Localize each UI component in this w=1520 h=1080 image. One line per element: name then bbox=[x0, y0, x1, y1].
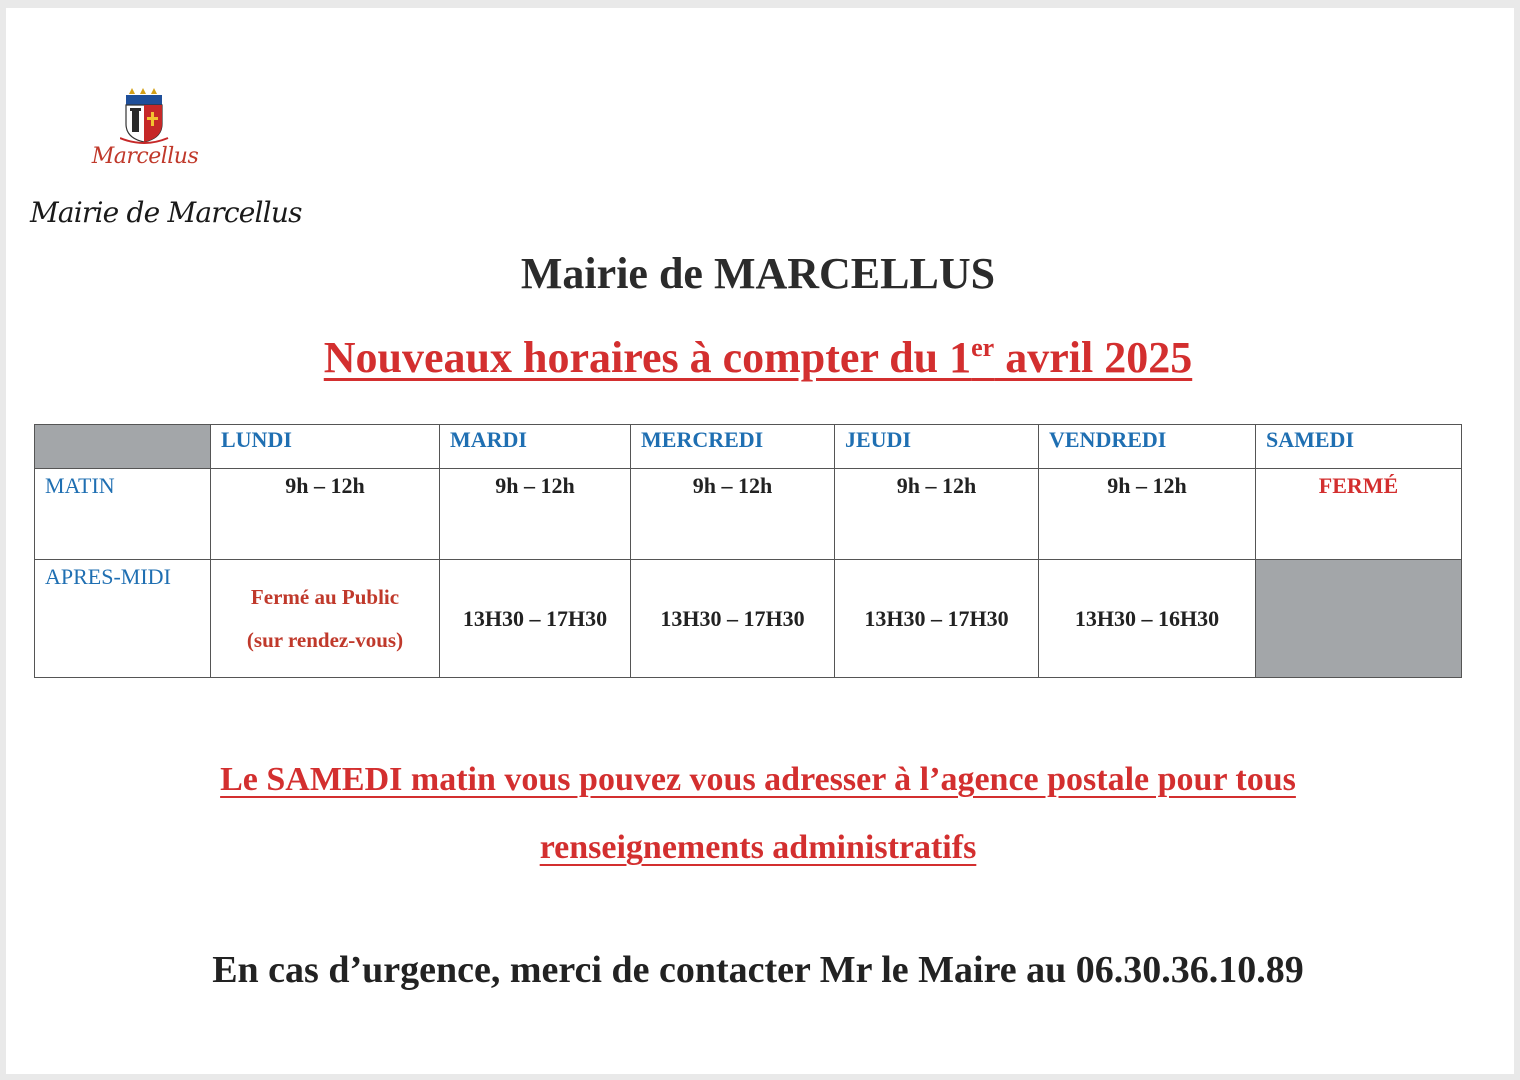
cell-mercredi-apres-midi: 13H30 – 17H30 bbox=[631, 560, 835, 678]
emergency-contact: En cas d’urgence, merci de contacter Mr le Maire au 06.30.36.10.89 bbox=[212, 949, 1304, 991]
marcellus-crest-logo bbox=[120, 88, 170, 144]
table-row-matin bbox=[35, 469, 1462, 560]
logo-caption: Marcellus bbox=[91, 144, 199, 169]
subtitle-superscript: er bbox=[971, 333, 995, 362]
cell-lundi-apres-midi bbox=[211, 560, 440, 678]
notice-line-2: renseignements administratifs bbox=[539, 829, 977, 866]
notice-line-1: Le SAMEDI matin vous pouvez vous adresser à l’agence postale pour tous bbox=[220, 761, 1296, 798]
table-corner-cell bbox=[35, 425, 211, 469]
page-subtitle bbox=[6, 332, 1510, 383]
saturday-notice bbox=[6, 746, 1510, 882]
row-label-matin: MATIN bbox=[35, 469, 211, 560]
monday-appointment-note: (sur rendez-vous) bbox=[246, 627, 404, 652]
cell-mercredi-matin: 9h – 12h bbox=[631, 469, 835, 560]
page-title: Mairie de MARCELLUS bbox=[520, 249, 996, 298]
cell-samedi-matin: FERMÉ bbox=[1256, 469, 1462, 560]
subtitle-text: Nouveaux horaires à compter du 1 bbox=[323, 333, 972, 382]
table-row-apres-midi bbox=[35, 560, 1462, 678]
table-header-row bbox=[35, 425, 1462, 469]
document-sheet bbox=[6, 8, 1514, 1074]
day-header-mardi: MARDI bbox=[440, 425, 631, 469]
monday-closed-text: Fermé au Public bbox=[250, 584, 400, 609]
day-header-lundi: LUNDI bbox=[211, 425, 440, 469]
subtitle-date: avril 2025 bbox=[994, 333, 1193, 382]
opening-hours-table bbox=[34, 424, 1462, 678]
cell-jeudi-matin: 9h – 12h bbox=[835, 469, 1039, 560]
cell-samedi-apres-midi bbox=[1256, 560, 1462, 678]
day-header-samedi: SAMEDI bbox=[1256, 425, 1462, 469]
day-header-jeudi: JEUDI bbox=[835, 425, 1039, 469]
cell-jeudi-apres-midi: 13H30 – 17H30 bbox=[835, 560, 1039, 678]
day-header-mercredi: MERCREDI bbox=[631, 425, 835, 469]
day-header-vendredi: VENDREDI bbox=[1039, 425, 1256, 469]
cell-mardi-matin: 9h – 12h bbox=[440, 469, 631, 560]
cell-vendredi-matin: 9h – 12h bbox=[1039, 469, 1256, 560]
cell-vendredi-apres-midi: 13H30 – 16H30 bbox=[1039, 560, 1256, 678]
row-label-apres-midi: APRES-MIDI bbox=[35, 560, 211, 678]
script-title: Mairie de Marcellus bbox=[30, 196, 302, 229]
cell-mardi-apres-midi: 13H30 – 17H30 bbox=[440, 560, 631, 678]
cell-lundi-matin: 9h – 12h bbox=[211, 469, 440, 560]
